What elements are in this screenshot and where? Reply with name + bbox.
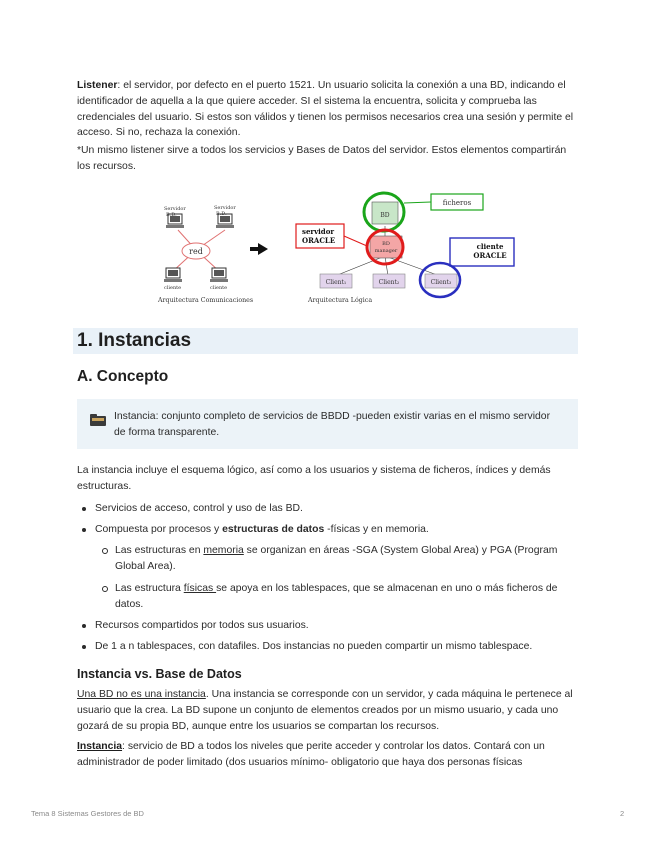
- list-item-text: De 1 a n tablespaces, con datafiles. Dos instancias no pueden compartir un mismo tablespace.: [95, 641, 533, 652]
- bullet-dot: [82, 645, 86, 649]
- text-part: Las estructuras en: [115, 545, 204, 556]
- callout-text: Instancia: conjunto completo de servicios de BBDD -pueden existir varias en el mismo servidor de forma transparente.: [114, 411, 551, 438]
- page-number: 2: [620, 809, 625, 818]
- text-part: Las estructura: [115, 583, 184, 594]
- bullet-circle: [102, 586, 108, 592]
- cliente-oracle-label: cliente ORACLE: [473, 242, 507, 260]
- list-item-text: Servicios de acceso, control y uso de las BD.: [95, 503, 303, 514]
- underlined-term: físicas: [183, 583, 217, 594]
- instance-paragraph: La instancia incluye el esquema lógico, así como a los usuarios y sistema de ficheros, índices y demás estructuras.: [77, 465, 551, 492]
- versus-paragraph-1: [77, 687, 582, 734]
- text-part: se apoya en los tablespaces, que se almacenan en uno o más ficheros de datos.: [115, 583, 558, 610]
- manager-box: [370, 236, 402, 258]
- text-part: . Una instancia se corresponde con un servidor, y cada máquina le pertenece al usuario que la crea. La BD supone un conjunto de elementos creados por un mismo usuario, y cada uno gozará de su propia BD, aunque entre los usuarios se compartan los recursos.: [77, 689, 573, 732]
- section-title: 1. Instancias: [73, 328, 578, 354]
- ficheros-label: ficheros: [442, 199, 472, 207]
- client-computer-icon: [210, 268, 228, 282]
- client3-label: Client₃: [430, 279, 452, 286]
- bd-label: BD: [380, 212, 390, 219]
- bullet-circle: [102, 548, 108, 554]
- list-item-text: Recursos compartidos por todos sus usuarios.: [95, 620, 309, 631]
- servidor-oracle-label: servidor ORACLE: [302, 227, 336, 245]
- sub-list-item-text: [115, 543, 580, 575]
- footer-title: Tema 8 Sistemas Gestores de BD: [31, 809, 144, 818]
- underlined-term: memoria: [203, 545, 244, 556]
- logical-architecture-diagram: [296, 193, 514, 304]
- section-subtitle: A. Concepto: [77, 368, 169, 385]
- red-label: red: [189, 247, 203, 256]
- list-item-text: [95, 522, 578, 538]
- client-a-label: cliente: [164, 285, 182, 291]
- list-item-text-part: Compuesta por procesos y: [95, 524, 223, 535]
- server-a-label: Servidor B.D.: [164, 206, 186, 218]
- architecture-figure: [150, 188, 520, 306]
- communication-architecture-diagram: [157, 205, 253, 304]
- sub-list-item-text: [115, 581, 580, 613]
- server-b-label: Servidor B.D.: [214, 205, 236, 217]
- left-caption: Arquitectura Comunicaciones: [158, 297, 254, 304]
- list-item-text-part: -físicas y en memoria.: [324, 524, 429, 535]
- listener-text: : el servidor, por defecto en el puerto 1521. Un usuario solicita la conexión a una BD, indicando el identificador de aquella a la que quiere acceder. SI el sistema la encuentra, solicita y comprueba las credenciales del usuario. Si estos son válidos y tienen los permisos necesarios crea una sesión y permite el acceso. Si no, rechaza la conexión.: [77, 80, 574, 139]
- listener-note: *Un mismo listener sirve a todos los servicios y Bases de Datos del servidor. Estos elementos compartirán los recursos.: [77, 145, 567, 172]
- listener-term: Listener: [77, 80, 118, 91]
- right-caption: Arquitectura Lógica: [308, 297, 373, 304]
- underlined-term: Una BD no es una instancia: [77, 689, 206, 700]
- listener-paragraph: [77, 78, 582, 141]
- arrow-right-icon: [250, 243, 268, 255]
- client1-label: Client₁: [325, 279, 347, 286]
- instancia-term: Instancia: [77, 741, 123, 752]
- client2-label: Client₂: [378, 279, 400, 286]
- text-part: se organizan en áreas -SGA (System Global Area) y PGA (Program Global Area).: [115, 545, 558, 572]
- bullet-dot: [82, 507, 86, 511]
- versus-title: Instancia vs. Base de Datos: [77, 667, 242, 681]
- text-part: : servicio de BD a todos los niveles que perite acceder y controlar los datos. Contará con un administrador de poder limitado (dos usuarios mínimo- obligatorio que haya dos personas físicas: [77, 741, 545, 768]
- client-computer-icon: [164, 268, 182, 282]
- folder-icon: [90, 413, 106, 425]
- bullet-dot: [82, 624, 86, 628]
- versus-paragraph-2: [77, 739, 582, 771]
- bullet-dot: [82, 528, 86, 532]
- client-b-label: cliente: [210, 285, 228, 291]
- list-item-bold: estructuras de datos: [222, 524, 325, 535]
- definition-callout: [77, 399, 578, 449]
- manager-label: BD manager: [374, 241, 398, 254]
